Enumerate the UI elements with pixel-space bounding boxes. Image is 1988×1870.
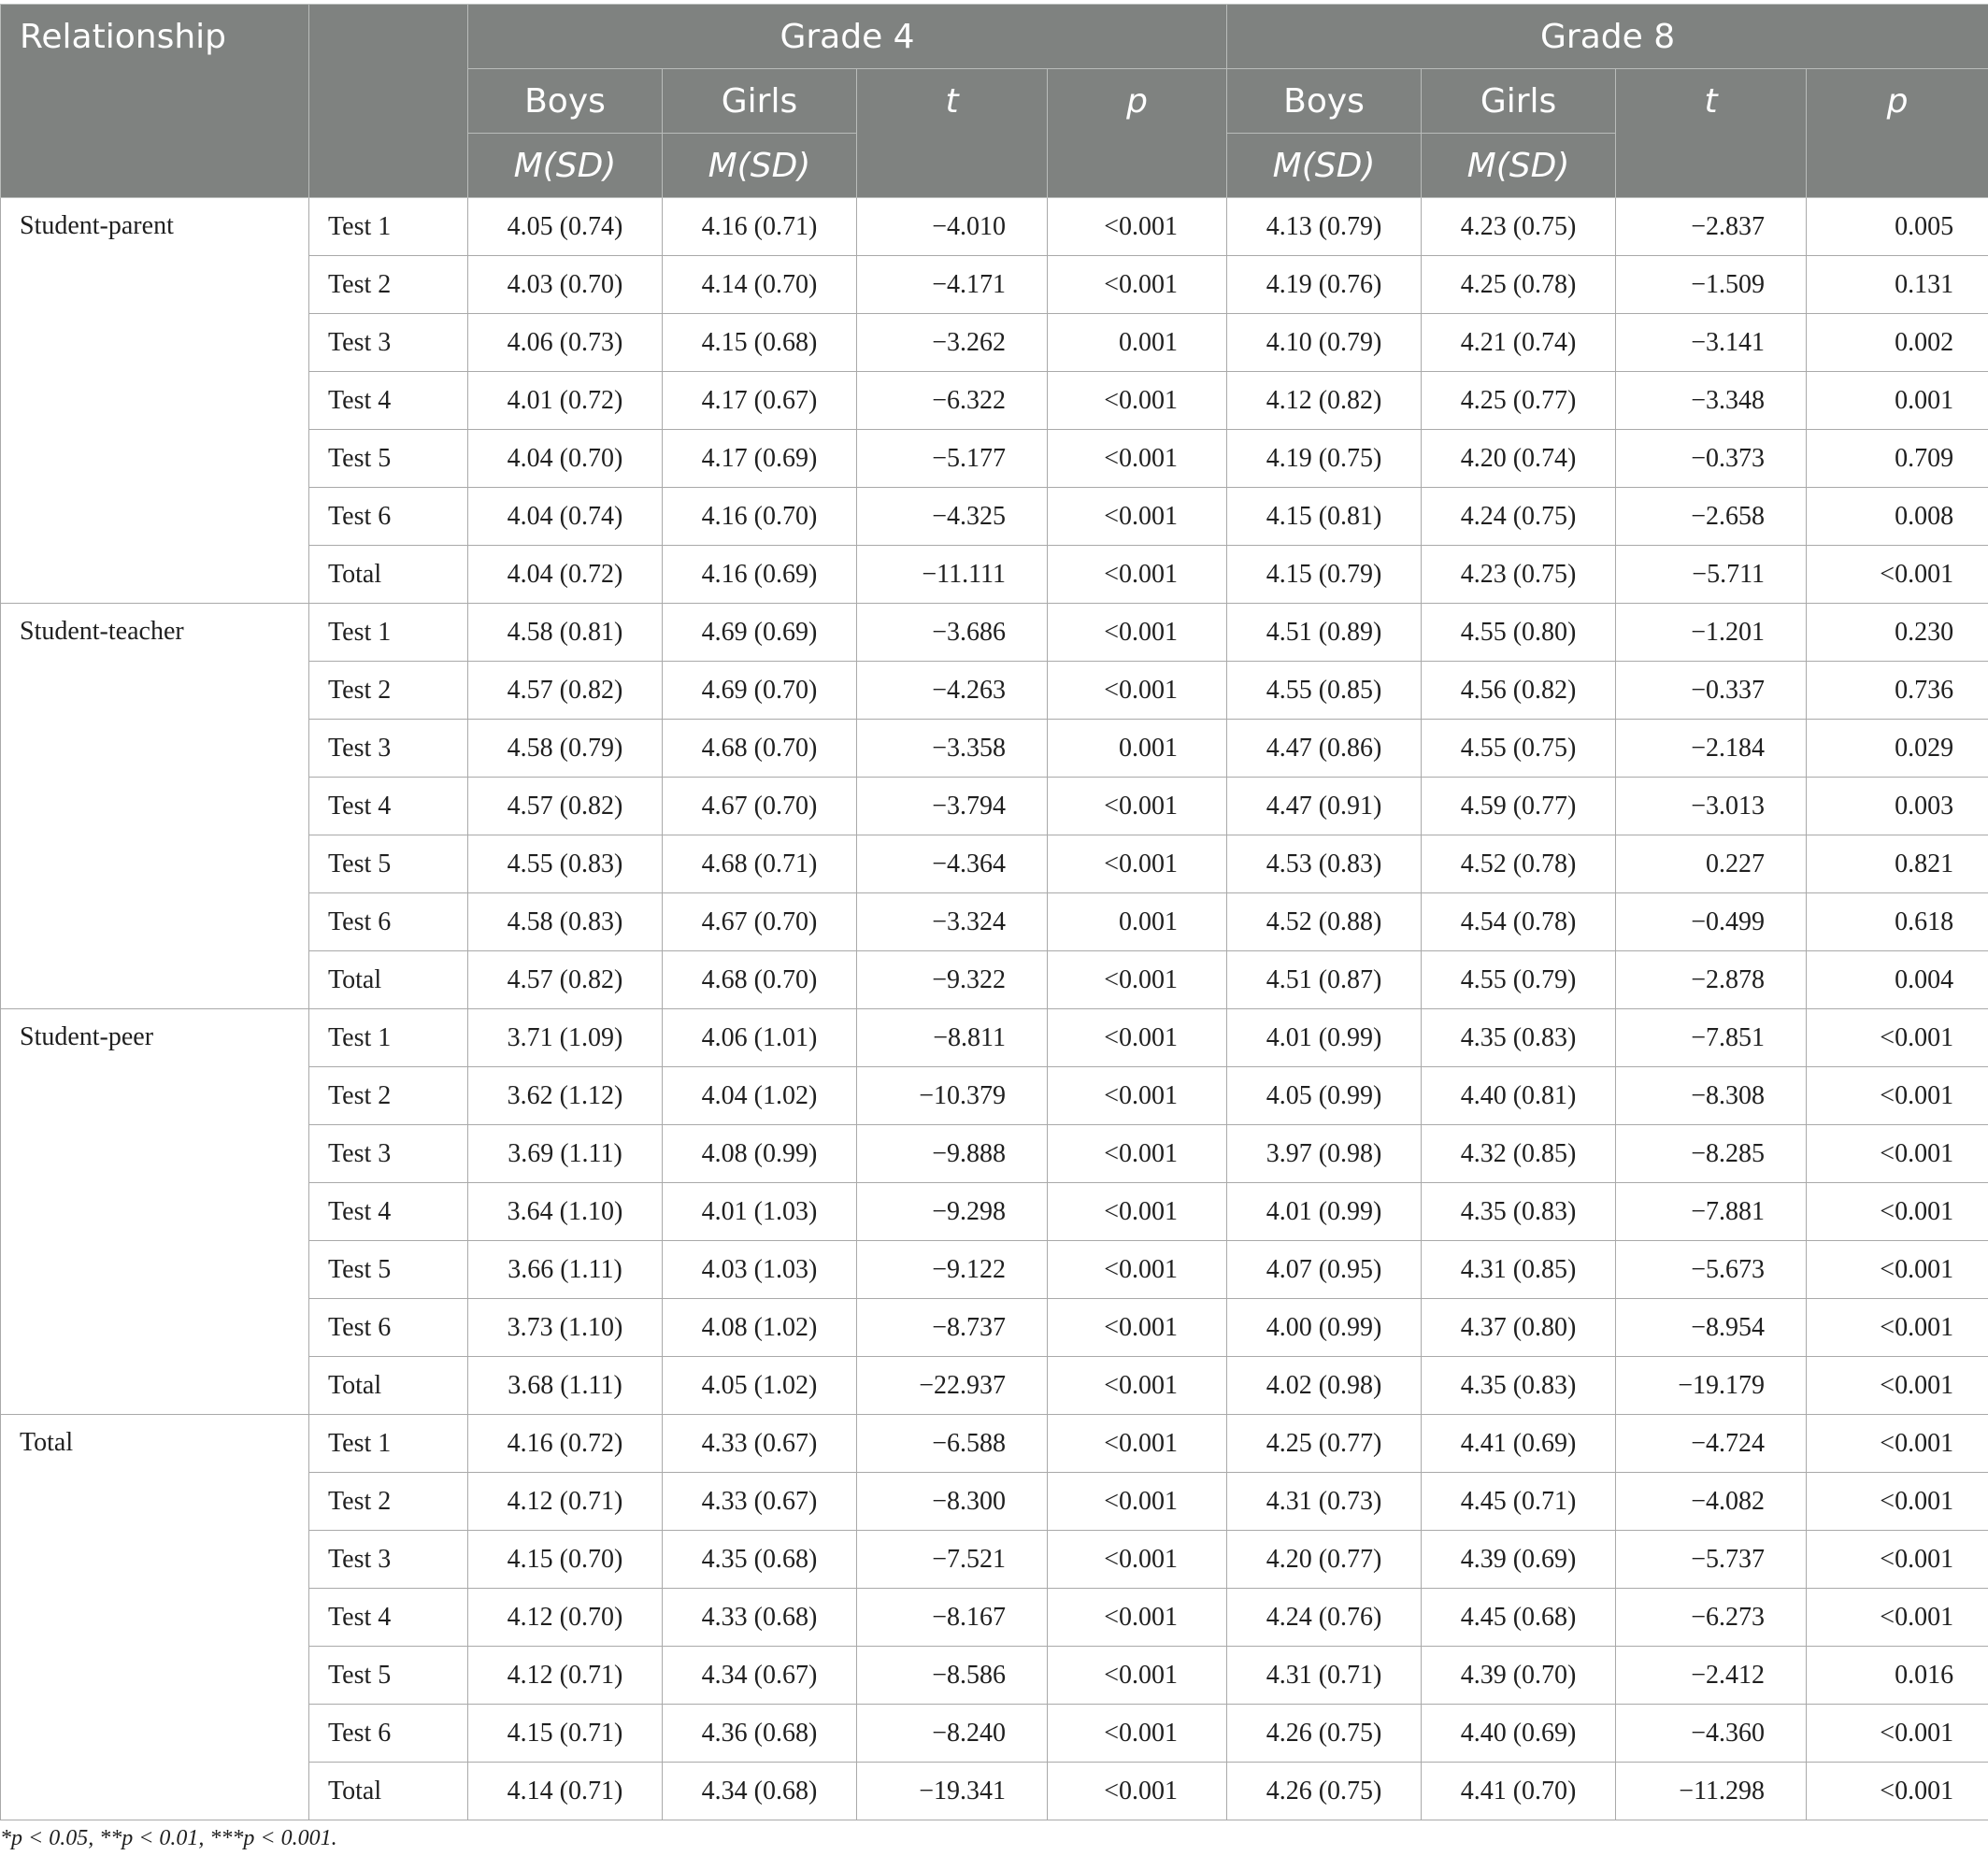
grade8-girls-value: 4.35 (0.83) — [1422, 1183, 1616, 1241]
grade8-t-value: −2.878 — [1616, 951, 1807, 1009]
grade8-girls-value: 4.32 (0.85) — [1422, 1125, 1616, 1183]
grade4-p-value: <0.001 — [1048, 1531, 1227, 1589]
grade8-p-value: 0.736 — [1807, 662, 1988, 720]
grade4-p-value: <0.001 — [1048, 1415, 1227, 1473]
grade8-boys-value: 4.19 (0.75) — [1227, 430, 1422, 488]
grade8-t-value: −2.412 — [1616, 1647, 1807, 1705]
grade8-girls-value: 4.37 (0.80) — [1422, 1299, 1616, 1357]
grade4-p-value: <0.001 — [1048, 1125, 1227, 1183]
grade4-boys-header: Boys — [468, 69, 663, 134]
grade4-t-value: −3.324 — [857, 893, 1048, 951]
grade4-p-value: <0.001 — [1048, 1357, 1227, 1415]
test-label: Test 4 — [309, 372, 468, 430]
grade8-boys-value: 4.51 (0.87) — [1227, 951, 1422, 1009]
grade8-t-value: −2.658 — [1616, 488, 1807, 546]
grade4-boys-value: 3.71 (1.09) — [468, 1009, 663, 1067]
grade4-girls-value: 4.68 (0.70) — [663, 951, 857, 1009]
grade8-girls-value: 4.45 (0.68) — [1422, 1589, 1616, 1647]
grade4-girls-value: 4.05 (1.02) — [663, 1357, 857, 1415]
grade4-boys-value: 4.12 (0.71) — [468, 1647, 663, 1705]
grade8-p-value: 0.709 — [1807, 430, 1988, 488]
test-label: Test 1 — [309, 1009, 468, 1067]
grade4-t-value: −19.341 — [857, 1763, 1048, 1820]
grade4-boys-value: 4.16 (0.72) — [468, 1415, 663, 1473]
grade4-boys-value: 4.14 (0.71) — [468, 1763, 663, 1820]
test-label: Test 5 — [309, 835, 468, 893]
grade8-boys-value: 4.31 (0.71) — [1227, 1647, 1422, 1705]
grade8-t-value: −8.308 — [1616, 1067, 1807, 1125]
grade4-boys-value: 4.55 (0.83) — [468, 835, 663, 893]
grade4-t-value: −3.686 — [857, 604, 1048, 662]
grade4-t-value: −10.379 — [857, 1067, 1048, 1125]
grade8-girls-value: 4.45 (0.71) — [1422, 1473, 1616, 1531]
grade8-p-value: <0.001 — [1807, 1763, 1988, 1820]
grade8-header: Grade 8 — [1227, 5, 1988, 69]
test-label: Total — [309, 1357, 468, 1415]
test-label: Test 1 — [309, 198, 468, 256]
grade4-girls-value: 4.33 (0.68) — [663, 1589, 857, 1647]
grade4-girls-value: 4.69 (0.69) — [663, 604, 857, 662]
grade4-p-value: <0.001 — [1048, 1705, 1227, 1763]
grade4-boys-value: 3.69 (1.11) — [468, 1125, 663, 1183]
grade4-girls-value: 4.67 (0.70) — [663, 893, 857, 951]
grade4-boys-value: 3.68 (1.11) — [468, 1357, 663, 1415]
grade4-p-value: <0.001 — [1048, 951, 1227, 1009]
grade8-p-value: 0.618 — [1807, 893, 1988, 951]
grade8-girls-value: 4.52 (0.78) — [1422, 835, 1616, 893]
grade4-girls-value: 4.36 (0.68) — [663, 1705, 857, 1763]
grade4-boys-value: 4.12 (0.71) — [468, 1473, 663, 1531]
grade4-p-value: <0.001 — [1048, 835, 1227, 893]
test-label: Total — [309, 546, 468, 604]
test-label: Test 2 — [309, 256, 468, 314]
test-label: Total — [309, 951, 468, 1009]
grade8-girls-value: 4.41 (0.69) — [1422, 1415, 1616, 1473]
grade8-boys-value: 4.12 (0.82) — [1227, 372, 1422, 430]
grade4-boys-value: 4.01 (0.72) — [468, 372, 663, 430]
grade8-girls-value: 4.59 (0.77) — [1422, 778, 1616, 835]
grade4-t-value: −5.177 — [857, 430, 1048, 488]
grade4-girls-value: 4.33 (0.67) — [663, 1473, 857, 1531]
grade4-p-value: <0.001 — [1048, 1067, 1227, 1125]
grade8-p-value: <0.001 — [1807, 1125, 1988, 1183]
grade8-boys-value: 4.00 (0.99) — [1227, 1299, 1422, 1357]
grade4-p-value: <0.001 — [1048, 198, 1227, 256]
grade4-girls-value: 4.06 (1.01) — [663, 1009, 857, 1067]
grade8-t-value: −2.837 — [1616, 198, 1807, 256]
grade8-t-value: −6.273 — [1616, 1589, 1807, 1647]
grade8-girls-value: 4.25 (0.78) — [1422, 256, 1616, 314]
grade8-t-value: −3.141 — [1616, 314, 1807, 372]
grade4-girls-value: 4.68 (0.70) — [663, 720, 857, 778]
grade4-boys-value: 4.05 (0.74) — [468, 198, 663, 256]
grade8-girls-value: 4.35 (0.83) — [1422, 1009, 1616, 1067]
grade8-t-value: −7.851 — [1616, 1009, 1807, 1067]
grade8-t-value: −2.184 — [1616, 720, 1807, 778]
grade4-t-value: −8.240 — [857, 1705, 1048, 1763]
grade4-girls-value: 4.03 (1.03) — [663, 1241, 857, 1299]
table-header — [1, 5, 1988, 198]
grade4-girls-header: Girls — [663, 69, 857, 134]
grade4-header: Grade 4 — [468, 5, 1227, 69]
grade4-p-value: <0.001 — [1048, 546, 1227, 604]
grade8-p-value: <0.001 — [1807, 1705, 1988, 1763]
grade4-t-value: −4.364 — [857, 835, 1048, 893]
test-label: Test 3 — [309, 314, 468, 372]
grade8-t-value: −5.673 — [1616, 1241, 1807, 1299]
test-label: Total — [309, 1763, 468, 1820]
grade8-boys-value: 4.52 (0.88) — [1227, 893, 1422, 951]
grade8-boys-value: 4.15 (0.79) — [1227, 546, 1422, 604]
grade8-boys-value: 4.10 (0.79) — [1227, 314, 1422, 372]
grade8-p-value: 0.008 — [1807, 488, 1988, 546]
grade8-boys-value: 4.01 (0.99) — [1227, 1183, 1422, 1241]
grade8-boys-value: 4.26 (0.75) — [1227, 1763, 1422, 1820]
grade4-boys-value: 4.58 (0.83) — [468, 893, 663, 951]
grade4-p-value: <0.001 — [1048, 488, 1227, 546]
grade4-girls-value: 4.14 (0.70) — [663, 256, 857, 314]
grade4-boys-value: 4.12 (0.70) — [468, 1589, 663, 1647]
grade4-boys-msd-header: M(SD) — [468, 134, 663, 198]
grade8-boys-msd-header: M(SD) — [1227, 134, 1422, 198]
grade4-t-value: −4.171 — [857, 256, 1048, 314]
grade8-t-value: −4.724 — [1616, 1415, 1807, 1473]
grade8-p-value: <0.001 — [1807, 1067, 1988, 1125]
grade8-boys-value: 4.15 (0.81) — [1227, 488, 1422, 546]
grade8-boys-value: 3.97 (0.98) — [1227, 1125, 1422, 1183]
grade4-t-value: −9.888 — [857, 1125, 1048, 1183]
grade4-girls-value: 4.16 (0.71) — [663, 198, 857, 256]
test-label: Test 5 — [309, 1241, 468, 1299]
grade8-p-value: <0.001 — [1807, 1531, 1988, 1589]
grade8-girls-value: 4.40 (0.69) — [1422, 1705, 1616, 1763]
grade4-p-value: <0.001 — [1048, 430, 1227, 488]
grade8-boys-value: 4.19 (0.76) — [1227, 256, 1422, 314]
grade4-girls-value: 4.67 (0.70) — [663, 778, 857, 835]
grade4-t-value: −4.325 — [857, 488, 1048, 546]
grade4-boys-value: 4.03 (0.70) — [468, 256, 663, 314]
grade4-p-value: <0.001 — [1048, 1647, 1227, 1705]
grade8-boys-value: 4.25 (0.77) — [1227, 1415, 1422, 1473]
grade8-girls-value: 4.56 (0.82) — [1422, 662, 1616, 720]
grade8-boys-value: 4.47 (0.91) — [1227, 778, 1422, 835]
grade8-p-value: 0.230 — [1807, 604, 1988, 662]
grade8-p-header: p — [1807, 69, 1988, 198]
grade8-t-value: 0.227 — [1616, 835, 1807, 893]
grade4-p-value: <0.001 — [1048, 604, 1227, 662]
grade8-boys-value: 4.47 (0.86) — [1227, 720, 1422, 778]
grade4-t-value: −4.263 — [857, 662, 1048, 720]
relationship-group-label: Student-peer — [1, 1009, 309, 1415]
grade8-girls-value: 4.55 (0.80) — [1422, 604, 1616, 662]
grade8-t-value: −5.737 — [1616, 1531, 1807, 1589]
grade4-girls-value: 4.33 (0.67) — [663, 1415, 857, 1473]
grade4-t-value: −9.298 — [857, 1183, 1048, 1241]
table-row — [1, 604, 1988, 662]
relationship-group-label: Student-teacher — [1, 604, 309, 1009]
grade8-t-header: t — [1616, 69, 1807, 198]
grade8-t-value: −8.285 — [1616, 1125, 1807, 1183]
grade8-t-value: −5.711 — [1616, 546, 1807, 604]
results-table-container — [0, 4, 1988, 1820]
test-label: Test 6 — [309, 1299, 468, 1357]
grade8-p-value: 0.821 — [1807, 835, 1988, 893]
grade4-t-value: −11.111 — [857, 546, 1048, 604]
grade8-boys-value: 4.07 (0.95) — [1227, 1241, 1422, 1299]
grade8-girls-value: 4.20 (0.74) — [1422, 430, 1616, 488]
test-label: Test 3 — [309, 1531, 468, 1589]
test-label: Test 2 — [309, 1473, 468, 1531]
grade8-p-value: 0.029 — [1807, 720, 1988, 778]
test-label: Test 6 — [309, 893, 468, 951]
grade4-girls-value: 4.08 (0.99) — [663, 1125, 857, 1183]
grade8-p-value: 0.001 — [1807, 372, 1988, 430]
grade4-girls-value: 4.35 (0.68) — [663, 1531, 857, 1589]
grade4-boys-value: 3.66 (1.11) — [468, 1241, 663, 1299]
grade4-t-header: t — [857, 69, 1048, 198]
grade8-boys-header: Boys — [1227, 69, 1422, 134]
grade4-boys-value: 3.62 (1.12) — [468, 1067, 663, 1125]
grade4-girls-value: 4.68 (0.71) — [663, 835, 857, 893]
grade8-p-value: <0.001 — [1807, 1473, 1988, 1531]
test-label: Test 2 — [309, 1067, 468, 1125]
results-table — [0, 4, 1988, 1820]
table-row — [1, 198, 1988, 256]
grade8-boys-value: 4.05 (0.99) — [1227, 1067, 1422, 1125]
grade4-t-value: −6.588 — [857, 1415, 1048, 1473]
test-label: Test 6 — [309, 1705, 468, 1763]
grade4-p-value: <0.001 — [1048, 1299, 1227, 1357]
test-label: Test 3 — [309, 1125, 468, 1183]
grade8-t-value: −3.013 — [1616, 778, 1807, 835]
grade4-girls-value: 4.04 (1.02) — [663, 1067, 857, 1125]
test-label: Test 2 — [309, 662, 468, 720]
grade4-t-value: −8.586 — [857, 1647, 1048, 1705]
grade8-girls-value: 4.25 (0.77) — [1422, 372, 1616, 430]
grade4-girls-value: 4.34 (0.67) — [663, 1647, 857, 1705]
relationship-header: Relationship — [1, 5, 309, 198]
grade4-t-value: −9.322 — [857, 951, 1048, 1009]
grade8-p-value: <0.001 — [1807, 1357, 1988, 1415]
grade4-t-value: −22.937 — [857, 1357, 1048, 1415]
grade4-girls-value: 4.01 (1.03) — [663, 1183, 857, 1241]
relationship-group-label: Total — [1, 1415, 309, 1820]
grade8-p-value: 0.131 — [1807, 256, 1988, 314]
grade4-p-value: 0.001 — [1048, 720, 1227, 778]
grade8-girls-value: 4.24 (0.75) — [1422, 488, 1616, 546]
grade4-t-value: −3.358 — [857, 720, 1048, 778]
grade8-p-value: 0.016 — [1807, 1647, 1988, 1705]
grade4-boys-value: 4.04 (0.70) — [468, 430, 663, 488]
grade4-girls-value: 4.16 (0.69) — [663, 546, 857, 604]
grade4-t-value: −4.010 — [857, 198, 1048, 256]
grade4-p-value: 0.001 — [1048, 314, 1227, 372]
grade8-girls-value: 4.55 (0.75) — [1422, 720, 1616, 778]
test-label: Test 3 — [309, 720, 468, 778]
table-footnote: *p < 0.05, **p < 0.01, ***p < 0.001. — [0, 1826, 337, 1850]
grade8-boys-value: 4.55 (0.85) — [1227, 662, 1422, 720]
grade8-t-value: −0.373 — [1616, 430, 1807, 488]
grade8-t-value: −3.348 — [1616, 372, 1807, 430]
grade4-boys-value: 4.04 (0.74) — [468, 488, 663, 546]
grade8-girls-value: 4.35 (0.83) — [1422, 1357, 1616, 1415]
grade8-boys-value: 4.31 (0.73) — [1227, 1473, 1422, 1531]
test-label: Test 4 — [309, 1589, 468, 1647]
grade8-t-value: −0.499 — [1616, 893, 1807, 951]
test-label: Test 5 — [309, 1647, 468, 1705]
grade8-boys-value: 4.13 (0.79) — [1227, 198, 1422, 256]
grade8-p-value: <0.001 — [1807, 1589, 1988, 1647]
grade4-boys-value: 4.57 (0.82) — [468, 951, 663, 1009]
grade4-girls-msd-header: M(SD) — [663, 134, 857, 198]
grade8-t-value: −7.881 — [1616, 1183, 1807, 1241]
grade8-girls-value: 4.55 (0.79) — [1422, 951, 1616, 1009]
grade4-t-value: −8.811 — [857, 1009, 1048, 1067]
grade8-p-value: <0.001 — [1807, 1009, 1988, 1067]
grade8-girls-value: 4.23 (0.75) — [1422, 546, 1616, 604]
grade8-p-value: 0.005 — [1807, 198, 1988, 256]
table-body — [1, 198, 1988, 1820]
grade4-p-value: 0.001 — [1048, 893, 1227, 951]
grade4-boys-value: 4.58 (0.79) — [468, 720, 663, 778]
test-label: Test 4 — [309, 778, 468, 835]
grade4-t-value: −6.322 — [857, 372, 1048, 430]
grade4-p-value: <0.001 — [1048, 256, 1227, 314]
grade4-boys-value: 4.15 (0.70) — [468, 1531, 663, 1589]
grade8-t-value: −1.509 — [1616, 256, 1807, 314]
test-label: Test 4 — [309, 1183, 468, 1241]
grade4-girls-value: 4.15 (0.68) — [663, 314, 857, 372]
grade4-girls-value: 4.17 (0.67) — [663, 372, 857, 430]
grade4-boys-value: 4.06 (0.73) — [468, 314, 663, 372]
grade8-boys-value: 4.51 (0.89) — [1227, 604, 1422, 662]
grade4-girls-value: 4.69 (0.70) — [663, 662, 857, 720]
grade8-girls-msd-header: M(SD) — [1422, 134, 1616, 198]
grade4-p-value: <0.001 — [1048, 1589, 1227, 1647]
grade4-t-value: −3.262 — [857, 314, 1048, 372]
grade4-p-value: <0.001 — [1048, 662, 1227, 720]
grade4-p-value: <0.001 — [1048, 1183, 1227, 1241]
grade8-p-value: 0.002 — [1807, 314, 1988, 372]
grade4-boys-value: 4.04 (0.72) — [468, 546, 663, 604]
grade8-p-value: 0.004 — [1807, 951, 1988, 1009]
grade4-girls-value: 4.08 (1.02) — [663, 1299, 857, 1357]
grade8-t-value: −4.082 — [1616, 1473, 1807, 1531]
grade8-t-value: −1.201 — [1616, 604, 1807, 662]
grade8-p-value: <0.001 — [1807, 1183, 1988, 1241]
grade8-t-value: −4.360 — [1616, 1705, 1807, 1763]
grade4-p-value: <0.001 — [1048, 1473, 1227, 1531]
grade4-t-value: −8.737 — [857, 1299, 1048, 1357]
grade8-girls-value: 4.21 (0.74) — [1422, 314, 1616, 372]
test-column-header — [309, 5, 468, 198]
grade8-girls-value: 4.54 (0.78) — [1422, 893, 1616, 951]
grade8-t-value: −0.337 — [1616, 662, 1807, 720]
test-label: Test 5 — [309, 430, 468, 488]
grade4-t-value: −9.122 — [857, 1241, 1048, 1299]
grade8-boys-value: 4.24 (0.76) — [1227, 1589, 1422, 1647]
grade4-p-value: <0.001 — [1048, 1241, 1227, 1299]
grade4-boys-value: 3.73 (1.10) — [468, 1299, 663, 1357]
grade4-boys-value: 4.58 (0.81) — [468, 604, 663, 662]
grade4-t-value: −3.794 — [857, 778, 1048, 835]
grade8-girls-value: 4.31 (0.85) — [1422, 1241, 1616, 1299]
grade8-girls-value: 4.41 (0.70) — [1422, 1763, 1616, 1820]
grade8-girls-value: 4.39 (0.70) — [1422, 1647, 1616, 1705]
grade4-boys-value: 4.57 (0.82) — [468, 778, 663, 835]
grade4-boys-value: 4.15 (0.71) — [468, 1705, 663, 1763]
grade8-t-value: −11.298 — [1616, 1763, 1807, 1820]
grade8-t-value: −8.954 — [1616, 1299, 1807, 1357]
header-row-grades — [1, 5, 1988, 69]
grade8-p-value: 0.003 — [1807, 778, 1988, 835]
relationship-group-label: Student-parent — [1, 198, 309, 604]
grade4-p-value: <0.001 — [1048, 372, 1227, 430]
grade4-t-value: −7.521 — [857, 1531, 1048, 1589]
grade4-girls-value: 4.16 (0.70) — [663, 488, 857, 546]
grade4-boys-value: 3.64 (1.10) — [468, 1183, 663, 1241]
grade8-p-value: <0.001 — [1807, 1241, 1988, 1299]
table-row — [1, 1009, 1988, 1067]
grade4-boys-value: 4.57 (0.82) — [468, 662, 663, 720]
grade8-boys-value: 4.20 (0.77) — [1227, 1531, 1422, 1589]
test-label: Test 1 — [309, 604, 468, 662]
grade8-p-value: <0.001 — [1807, 1299, 1988, 1357]
grade8-girls-header: Girls — [1422, 69, 1616, 134]
grade4-p-value: <0.001 — [1048, 778, 1227, 835]
grade8-p-value: <0.001 — [1807, 546, 1988, 604]
test-label: Test 1 — [309, 1415, 468, 1473]
grade4-girls-value: 4.34 (0.68) — [663, 1763, 857, 1820]
grade4-p-value: <0.001 — [1048, 1763, 1227, 1820]
grade4-p-value: <0.001 — [1048, 1009, 1227, 1067]
grade8-t-value: −19.179 — [1616, 1357, 1807, 1415]
grade4-t-value: −8.300 — [857, 1473, 1048, 1531]
grade4-p-header: p — [1048, 69, 1227, 198]
grade4-girls-value: 4.17 (0.69) — [663, 430, 857, 488]
grade8-girls-value: 4.40 (0.81) — [1422, 1067, 1616, 1125]
test-label: Test 6 — [309, 488, 468, 546]
grade8-boys-value: 4.26 (0.75) — [1227, 1705, 1422, 1763]
grade8-boys-value: 4.53 (0.83) — [1227, 835, 1422, 893]
grade8-girls-value: 4.23 (0.75) — [1422, 198, 1616, 256]
table-row — [1, 1415, 1988, 1473]
grade4-t-value: −8.167 — [857, 1589, 1048, 1647]
grade8-p-value: <0.001 — [1807, 1415, 1988, 1473]
grade8-boys-value: 4.02 (0.98) — [1227, 1357, 1422, 1415]
grade8-boys-value: 4.01 (0.99) — [1227, 1009, 1422, 1067]
grade8-girls-value: 4.39 (0.69) — [1422, 1531, 1616, 1589]
